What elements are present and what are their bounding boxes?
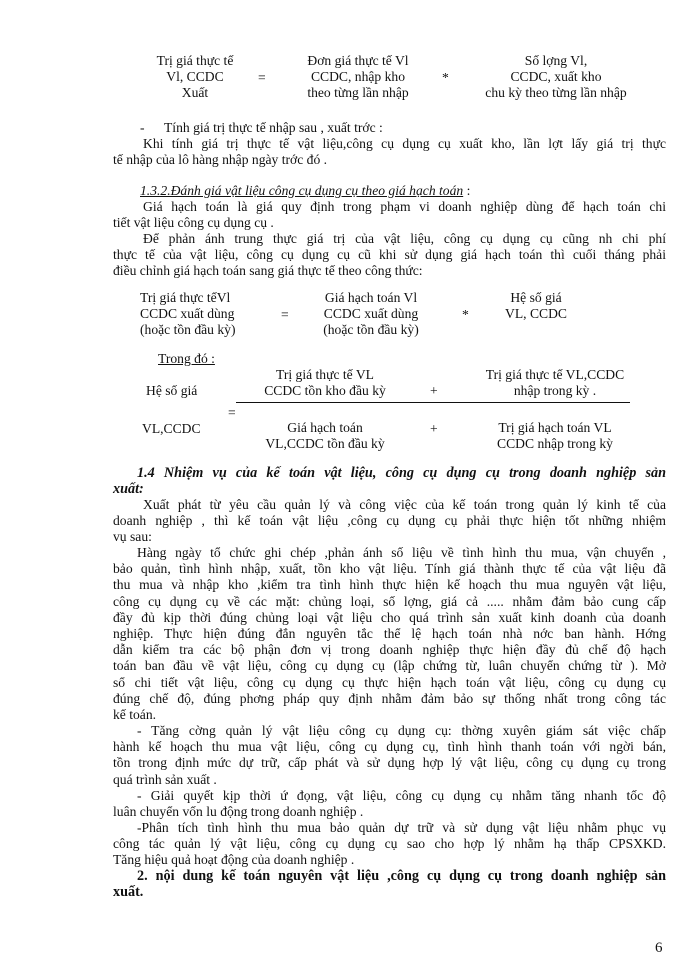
formula-3-den-2: Trị giá hạch toán VL CCDC nhập trong kỳ [497,420,613,451]
bullet-title: Tính giá trị thực tế nhập sau , xuất trớc : [164,120,383,135]
formula-2-equals: = [281,307,289,322]
bullet-paragraph: Khi tính giá trị thực tế vật liệu,công cụ dụng cụ xuất kho, lần lợt lấy giá trị thực tế nhập của lô hàng nhập ngày trớc đó . [113,136,666,168]
formula-1-middle: Đơn giá thực tế Vl CCDC, nhập kho theo từng lần nhập [307,53,409,100]
formula-1-times: * [442,70,449,85]
section-132-heading: 1.3.2.Đánh giá vật liệu công cụ dụng cụ theo giá hạch toán : [140,183,471,198]
fraction-bar [236,402,630,403]
formula-3-num-2: Trị giá thực tế VL,CCDC nhập trong kỳ . [485,367,625,398]
formula-3-plus-top: + [430,383,438,398]
formula-1-equals: = [258,70,266,85]
formula-3-left-bottom: VL,CCDC [142,421,201,436]
formula-3-label: Trong đó : [158,351,215,366]
page-number: 6 [655,940,663,956]
section-14-paragraph-4: - Giải quyết kịp thời ứ đọng, vật liệu, công cụ dụng cụ nhằm tăng nhanh tốc độ luân chuyển vốn lu động trong doanh nghiệp . [113,788,666,820]
formula-3-equals: = [228,405,236,420]
formula-3-left-top: Hệ số giá [146,383,198,398]
formula-3-plus-bottom: + [430,421,438,436]
formula-1-right: Số lợng Vl, CCDC, xuất kho chu kỳ theo từng lần nhập [485,53,627,100]
formula-3-num-1: Trị giá thực tế VL CCDC tồn kho đầu kỳ [264,367,386,398]
formula-2-middle: Giá hạch toán Vl CCDC xuất dùng (hoặc tồn đầu kỳ) [323,290,419,337]
section-14-paragraph-3: - Tăng cờng quản lý vật liệu công cụ dụng cụ: thờng xuyên giám sát việc chấp hành kế hoạch thu mua vật liệu, công cụ dụng cụ, tình hình thanh toán với ngời bán, tồn trong định mức dự trữ, cấp phát và sử dụng hợp lý vật liệu, công cụ dụng cụ trong quá trình sản xuất . [113,723,666,787]
formula-2-times: * [462,307,469,322]
section-2-heading: 2. nội dung kế toán nguyên vật liệu ,công cụ dụng cụ trong doanh nghiệp sản xuất. [113,868,666,901]
section-132-paragraph-2: Để phản ánh trung thực giá trị của vật liệu, công cụ dụng cụ cũng nh chi phí thực tế của vật liệu, công cụ dụng cụ cũ khi sử dụng giá hạch toán thì cuối tháng phải điều chỉnh giá hạch toán sang giá thực tế theo công thức: [113,231,666,279]
section-132-paragraph-1: Giá hạch toán là giá quy định trong phạm vi doanh nghiệp dùng để hạch toán chi tiết vật liệu công cụ dụng cụ . [113,199,666,231]
bullet-marker: - [140,120,145,135]
section-14-heading: 1.4 Nhiệm vụ của kế toán vật liệu, công cụ dụng cụ trong doanh nghiệp sản xuất: [113,465,666,498]
section-14-paragraph-1: Xuất phát từ yêu cầu quản lý và công việc của kế toán trong quản lý kinh tế của doanh nghiệp , thì kế toán vật liệu ,công cụ dụng cụ phải thực hiện tốt những nhiệm vụ sau: [113,497,666,545]
formula-1-left: Trị giá thực tế Vl, CCDC Xuất [156,53,234,100]
formula-2-left: Trị giá thực tếVl CCDC xuất dùng (hoặc tồn đầu kỳ) [140,290,236,337]
section-14-paragraph-2: Hàng ngày tổ chức ghi chép ,phản ánh số liệu về tình hình thu mua, vận chuyển , bảo quản, tình hình nhập, xuất, tồn kho vật liệu. Tính giá thành thực tế của vật liệu đã thu mua và nhập kho ,kiểm tra tình hình thực hiện kế hoạch thu mua nguyên vật liệu, công cụ dụng cụ về các mặt: chủng loại, số lợng, giá cả ..... nhằm đảm bảo cung cấp đầy đủ kịp thời đúng chủng loại vật liệu cho quá trình sản xuất kinh doanh của doanh nghiệp. Thực hiện đúng đắn nguyên tắc thể lệ hạch toán nhà nớc ban hành. Hớng dẫn kiểm tra các bộ phận đơn vị trong doanh nghiệp thực hiện đầy đủ chế độ hạch toán ban đầu về vật liệu, công cụ dụng cụ (lập chứng từ, luân chuyển chứng từ ). Mở sổ chi tiết vật liệu, công cụ dụng cụ thực hiện hạch toán vật liệu, công cụ dụng cụ đúng chế độ, đúng phơng pháp quy định nhằm đảm bảo sự thống nhất trong công tác kế toán. [113,545,666,723]
section-14-paragraph-5: -Phân tích tình hình thu mua bảo quản dự trữ và sử dụng vật liệu nhằm phục vụ công tác quản lý vật liệu, công cụ dụng cụ sao cho hợp lý nhằm hạ thấp CPSXKD. Tăng hiệu quả hoạt động của doanh nghiệp . [113,820,666,868]
formula-3-den-1: Giá hạch toán VL,CCDC tồn đầu kỳ [265,420,385,451]
formula-2-right: Hệ số giá VL, CCDC [505,290,567,321]
